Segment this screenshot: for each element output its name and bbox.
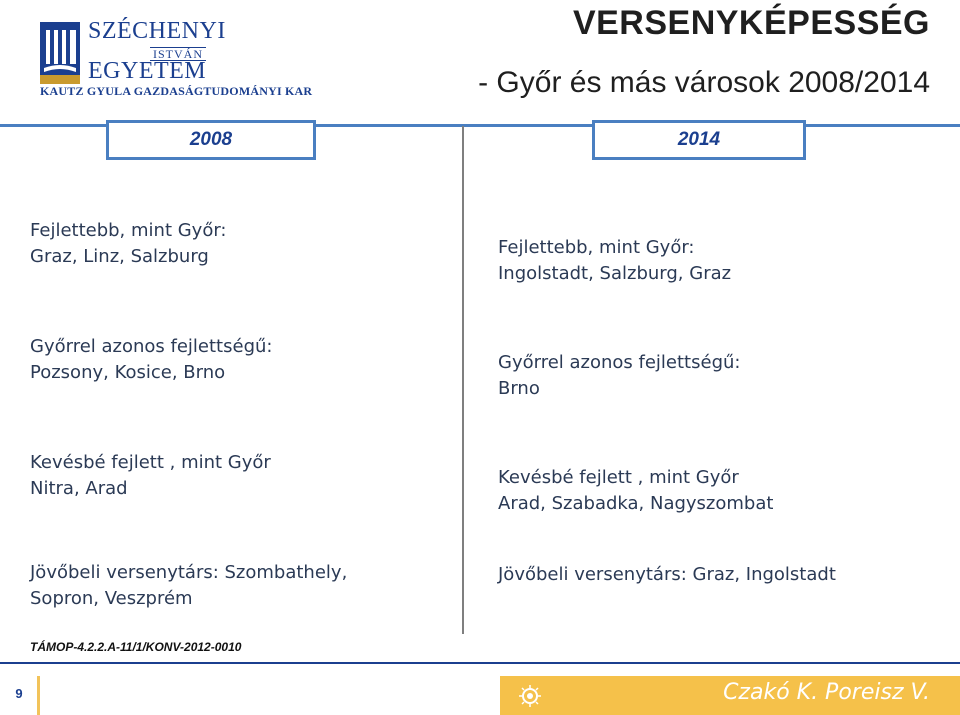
block-cities: Ingolstadt, Salzburg, Graz	[498, 263, 732, 284]
divider-line	[316, 124, 592, 127]
slide-subtitle: - Győr és más városok 2008/2014	[478, 66, 930, 99]
block-cities: Pozsony, Kosice, Brno	[30, 362, 226, 383]
sun-emblem-icon	[518, 684, 542, 708]
university-emblem-icon	[40, 22, 80, 84]
block-heading: Kevésbé fejlett , mint Győr	[30, 452, 271, 473]
block-heading: Jövőbeli versenytárs: Graz, Ingolstadt	[498, 564, 836, 585]
university-logo	[40, 16, 313, 98]
left-block-same-level	[30, 334, 272, 386]
block-cities: Sopron, Veszprém	[30, 588, 193, 609]
year-box-2014	[592, 120, 806, 160]
block-heading: Győrrel azonos fejlettségű:	[30, 336, 273, 357]
logo-faculty-name: KAUTZ GYULA GAZDASÁGTUDOMÁNYI KAR	[40, 84, 313, 98]
slide-title: VERSENYKÉPESSÉG	[572, 4, 930, 42]
block-cities: Brno	[498, 378, 540, 399]
right-block-future-competitors	[498, 562, 836, 588]
left-block-future-competitors	[30, 560, 347, 612]
logo-name-line2: ISTVÁN	[150, 47, 206, 61]
column-divider	[462, 126, 464, 634]
block-heading: Győrrel azonos fejlettségű:	[498, 352, 741, 373]
project-code: TÁMOP-4.2.2.A-11/1/KONV-2012-0010	[30, 640, 242, 654]
block-heading: Fejlettebb, mint Győr:	[498, 237, 695, 258]
logo-name-line1: SZÉCHENYI	[88, 18, 226, 44]
divider-line	[0, 124, 106, 127]
right-block-more-developed	[498, 235, 731, 287]
block-cities: Arad, Szabadka, Nagyszombat	[498, 493, 774, 514]
footer-rule	[0, 662, 960, 664]
block-heading: Kevésbé fejlett , mint Győr	[498, 467, 739, 488]
block-heading: Fejlettebb, mint Győr:	[30, 220, 227, 241]
author-names: Czakó K. Poreisz V.	[723, 680, 930, 705]
left-block-less-developed	[30, 450, 271, 502]
year-box-2008	[106, 120, 316, 160]
divider-line	[806, 124, 960, 127]
logo-name-line3: EGYETEM	[88, 58, 207, 84]
block-cities: Graz, Linz, Salzburg	[30, 246, 209, 267]
year-label: 2014	[677, 129, 721, 150]
left-block-more-developed	[30, 218, 227, 270]
year-label: 2008	[189, 129, 233, 150]
right-block-less-developed	[498, 465, 773, 517]
right-block-same-level	[498, 350, 740, 402]
block-cities: Nitra, Arad	[30, 478, 128, 499]
page-number: 9	[15, 686, 23, 701]
block-heading: Jövőbeli versenytárs: Szombathely,	[30, 562, 348, 583]
